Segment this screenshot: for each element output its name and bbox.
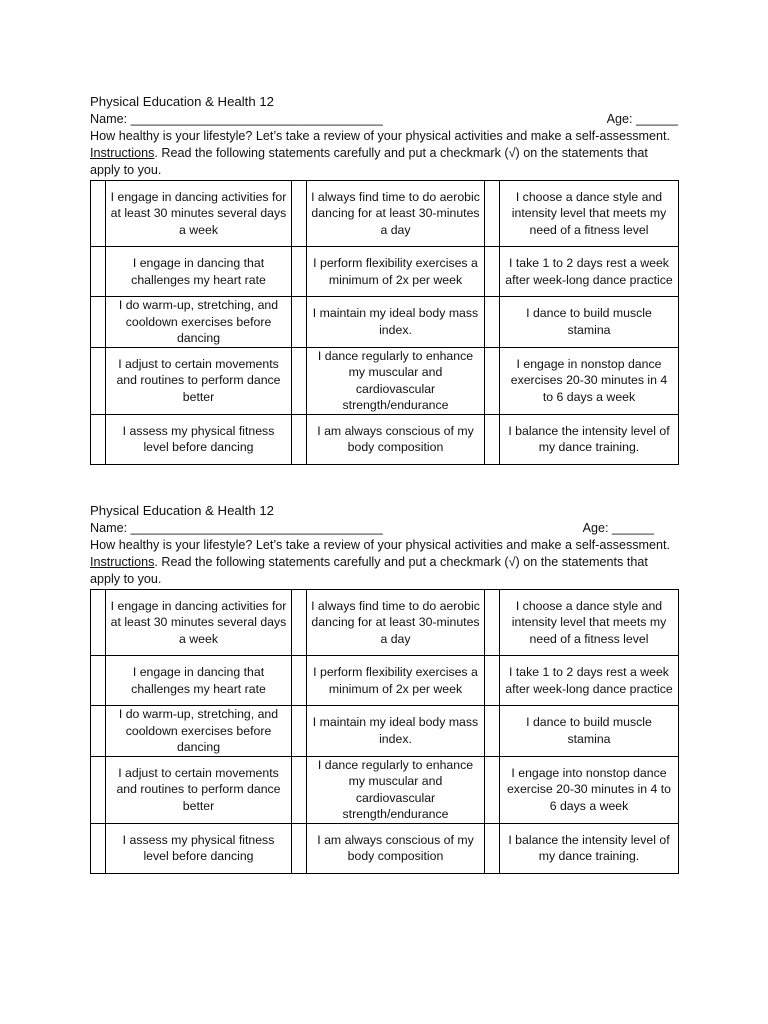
form-title: Physical Education & Health 12	[90, 503, 275, 518]
statement-cell: I am always conscious of my body composition	[307, 823, 485, 873]
statement-cell: I perform flexibility exercises a minimum of 2x per week	[307, 247, 485, 297]
name-age-row	[90, 111, 678, 128]
statement-cell: I take 1 to 2 days rest a week after week-long dance practice	[500, 656, 679, 706]
checkmark-cell[interactable]	[91, 706, 106, 757]
checkmark-cell[interactable]	[292, 347, 307, 414]
checkmark-cell[interactable]	[292, 590, 307, 656]
checkmark-cell[interactable]	[292, 181, 307, 247]
checkmark-cell[interactable]	[292, 706, 307, 757]
checkmark-cell[interactable]	[292, 247, 307, 297]
checkmark-cell[interactable]	[91, 347, 106, 414]
table-row	[91, 414, 679, 464]
assessment-form-1	[90, 93, 678, 465]
checkmark-cell[interactable]	[91, 823, 106, 873]
instructions-text	[90, 145, 678, 179]
checkmark-cell[interactable]	[485, 756, 500, 823]
table-row	[91, 590, 679, 656]
statement-cell: I assess my physical fitness level before dancing	[106, 414, 292, 464]
question-text: How healthy is your lifestyle? Let’s take a review of your physical activities and make a self-assessment.	[90, 129, 671, 143]
checkmark-cell[interactable]	[91, 181, 106, 247]
table-row	[91, 823, 679, 873]
checkmark-cell[interactable]	[91, 247, 106, 297]
checkmark-cell[interactable]	[485, 414, 500, 464]
statement-cell: I balance the intensity level of my dance training.	[500, 823, 679, 873]
checklist-table	[90, 180, 679, 465]
statement-cell: I always find time to do aerobic dancing for at least 30-minutes a day	[307, 181, 485, 247]
statement-cell: I adjust to certain movements and routines to perform dance better	[106, 756, 292, 823]
statement-cell: I dance regularly to enhance my muscular and cardiovascular strength/endurance	[307, 347, 485, 414]
instructions-label: Instructions	[90, 146, 155, 160]
table-row	[91, 247, 679, 297]
instructions-label: Instructions	[90, 555, 155, 569]
statement-cell: I adjust to certain movements and routines to perform dance better	[106, 347, 292, 414]
instructions-text	[90, 554, 678, 588]
checkmark-cell[interactable]	[485, 823, 500, 873]
checkmark-cell[interactable]	[292, 297, 307, 348]
form-title: Physical Education & Health 12	[90, 94, 275, 109]
statement-cell: I engage in nonstop dance exercises 20-30 minutes in 4 to 6 days a week	[500, 347, 679, 414]
checkmark-cell[interactable]	[292, 656, 307, 706]
checkmark-cell[interactable]	[91, 656, 106, 706]
statement-cell: I balance the intensity level of my dance training.	[500, 414, 679, 464]
checkmark-cell[interactable]	[485, 297, 500, 348]
name-age-row	[90, 520, 678, 537]
checkmark-cell[interactable]	[485, 347, 500, 414]
statement-cell: I maintain my ideal body mass index.	[307, 706, 485, 757]
age-field[interactable]: Age: ______	[582, 521, 654, 535]
checkmark-cell[interactable]	[292, 756, 307, 823]
name-field[interactable]: Name: ____________________________________	[90, 112, 383, 126]
name-field[interactable]: Name: ____________________________________	[90, 521, 383, 535]
checkmark-cell[interactable]	[292, 823, 307, 873]
instructions-body: . Read the following statements carefully and put a checkmark (√) on the statements that apply to you.	[90, 555, 648, 586]
table-row	[91, 706, 679, 757]
statement-cell: I engage in dancing that challenges my heart rate	[106, 656, 292, 706]
statement-cell: I assess my physical fitness level before dancing	[106, 823, 292, 873]
instructions-body: . Read the following statements carefully and put a checkmark (√) on the statements that apply to you.	[90, 146, 648, 177]
statement-cell: I am always conscious of my body composition	[307, 414, 485, 464]
statement-cell: I take 1 to 2 days rest a week after week-long dance practice	[500, 247, 679, 297]
age-field[interactable]: Age: ______	[606, 112, 678, 126]
statement-cell: I engage in dancing activities for at least 30 minutes several days a week	[106, 181, 292, 247]
statement-cell: I engage into nonstop dance exercise 20-30 minutes in 4 to 6 days a week	[500, 756, 679, 823]
checkmark-cell[interactable]	[485, 181, 500, 247]
statement-cell: I maintain my ideal body mass index.	[307, 297, 485, 348]
statement-cell: I dance to build muscle stamina	[500, 297, 679, 348]
statement-cell: I engage in dancing that challenges my heart rate	[106, 247, 292, 297]
table-row	[91, 181, 679, 247]
statement-cell: I perform flexibility exercises a minimum of 2x per week	[307, 656, 485, 706]
statement-cell: I dance regularly to enhance my muscular and cardiovascular strength/endurance	[307, 756, 485, 823]
checkmark-cell[interactable]	[485, 590, 500, 656]
statement-cell: I dance to build muscle stamina	[500, 706, 679, 757]
statement-cell: I do warm-up, stretching, and cooldown exercises before dancing	[106, 706, 292, 757]
checkmark-cell[interactable]	[91, 756, 106, 823]
table-row	[91, 656, 679, 706]
checkmark-cell[interactable]	[91, 414, 106, 464]
checkmark-cell[interactable]	[485, 247, 500, 297]
checkmark-cell[interactable]	[91, 297, 106, 348]
assessment-form-2	[90, 502, 678, 874]
checkmark-cell[interactable]	[292, 414, 307, 464]
checkmark-cell[interactable]	[485, 706, 500, 757]
statement-cell: I choose a dance style and intensity level that meets my need of a fitness level	[500, 590, 679, 656]
statement-cell: I always find time to do aerobic dancing for at least 30-minutes a day	[307, 590, 485, 656]
checkmark-cell[interactable]	[485, 656, 500, 706]
table-row	[91, 347, 679, 414]
statement-cell: I do warm-up, stretching, and cooldown exercises before dancing	[106, 297, 292, 348]
question-text: How healthy is your lifestyle? Let’s take a review of your physical activities and make a self-assessment.	[90, 538, 671, 552]
table-row	[91, 297, 679, 348]
checkmark-cell[interactable]	[91, 590, 106, 656]
statement-cell: I engage in dancing activities for at least 30 minutes several days a week	[106, 590, 292, 656]
checklist-table	[90, 589, 679, 874]
table-row	[91, 756, 679, 823]
statement-cell: I choose a dance style and intensity level that meets my need of a fitness level	[500, 181, 679, 247]
